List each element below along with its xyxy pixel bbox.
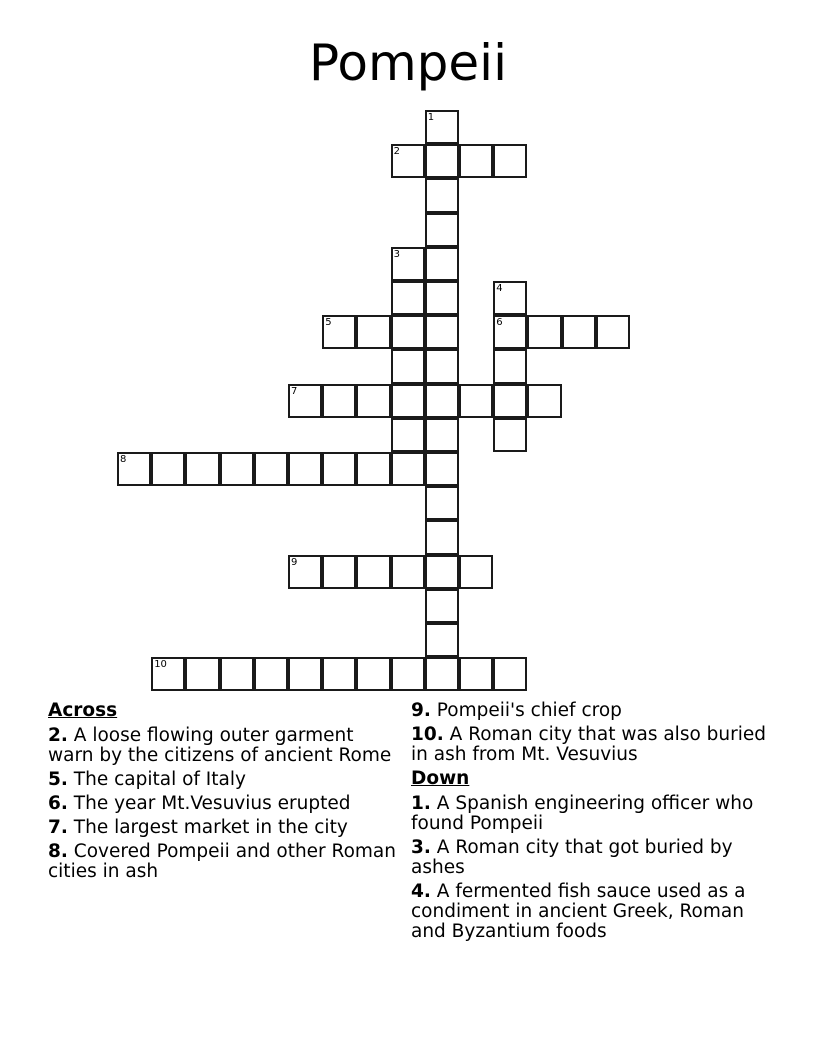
clue-across-9: 9. Pompeii's chief crop xyxy=(411,700,622,721)
clue-across-6: 6. The year Mt.Vesuvius erupted xyxy=(48,793,351,814)
grid-cell[interactable] xyxy=(356,315,390,349)
grid-cell[interactable] xyxy=(322,315,356,349)
grid-cell[interactable] xyxy=(391,247,425,281)
grid-cell[interactable] xyxy=(425,486,459,520)
clue-number: 1 xyxy=(427,112,435,123)
grid-cell[interactable] xyxy=(185,657,219,691)
grid-cell[interactable] xyxy=(425,144,459,178)
grid-cell[interactable] xyxy=(185,452,219,486)
clues-right-column xyxy=(411,701,781,946)
clue-across-7: 7. The largest market in the city xyxy=(48,817,348,838)
grid-cell[interactable] xyxy=(288,384,322,418)
grid-cell[interactable] xyxy=(288,657,322,691)
grid-cell[interactable] xyxy=(425,384,459,418)
grid-cell[interactable] xyxy=(356,452,390,486)
grid-cell[interactable] xyxy=(527,384,561,418)
grid-cell[interactable] xyxy=(493,349,527,383)
puzzle-title: Pompeii xyxy=(309,34,507,92)
grid-cell[interactable] xyxy=(356,657,390,691)
grid-cell[interactable] xyxy=(425,247,459,281)
grid-cell[interactable] xyxy=(391,452,425,486)
grid-cell[interactable] xyxy=(322,452,356,486)
grid-cell[interactable] xyxy=(459,384,493,418)
grid-cell[interactable] xyxy=(493,384,527,418)
grid-cell[interactable] xyxy=(391,349,425,383)
clue-across-2: 2. A loose flowing outer garment warn by the citizens of ancient Rome xyxy=(48,725,392,766)
grid-cell[interactable] xyxy=(459,144,493,178)
grid-cell[interactable] xyxy=(425,110,459,144)
clue-number: 10 xyxy=(154,659,167,671)
clue-number: 2 xyxy=(393,146,400,158)
grid-cell[interactable] xyxy=(288,452,322,486)
grid-cell[interactable] xyxy=(220,452,254,486)
grid-cell[interactable] xyxy=(151,452,185,486)
clue-number: 6 xyxy=(496,317,503,329)
grid-cell[interactable] xyxy=(596,315,630,349)
grid-cell[interactable] xyxy=(322,384,356,418)
clue-down-3: 3. A Roman city that got buried by ashes xyxy=(411,837,733,878)
grid-cell[interactable] xyxy=(425,657,459,691)
clue-number: 9 xyxy=(291,556,298,568)
grid-cell[interactable] xyxy=(493,144,527,178)
grid-cell[interactable] xyxy=(288,555,322,589)
grid-cell[interactable] xyxy=(322,555,356,589)
clue-number: 5 xyxy=(325,317,332,329)
grid-cell[interactable] xyxy=(459,555,493,589)
clue-down-4: 4. A fermented fish sauce used as a condiment in ancient Greek, Roman and Byzantium foods xyxy=(411,881,746,942)
grid-cell[interactable] xyxy=(391,144,425,178)
clue-across-5: 5. The capital of Italy xyxy=(48,769,246,790)
clue-across-8: 8. Covered Pompeii and other Roman cities in ash xyxy=(48,841,396,882)
grid-cell[interactable] xyxy=(391,384,425,418)
grid-cell[interactable] xyxy=(391,555,425,589)
grid-cell[interactable] xyxy=(391,281,425,315)
clue-number: 4 xyxy=(496,283,503,294)
grid-cell[interactable] xyxy=(356,384,390,418)
grid-cell[interactable] xyxy=(322,657,356,691)
clue-number: 8 xyxy=(120,454,127,465)
grid-cell[interactable] xyxy=(220,657,254,691)
grid-cell[interactable] xyxy=(425,418,459,452)
grid-cell[interactable] xyxy=(527,315,561,349)
grid-cell[interactable] xyxy=(459,657,493,691)
grid-cell[interactable] xyxy=(425,281,459,315)
clue-across-10: 10. A Roman city that was also buried in ash from Mt. Vesuvius xyxy=(411,724,766,765)
grid-cell[interactable] xyxy=(117,452,151,486)
clue-number: 3 xyxy=(393,248,400,260)
grid-cell[interactable] xyxy=(425,623,459,657)
clues-left-column xyxy=(48,701,398,886)
grid-cell[interactable] xyxy=(493,281,527,315)
grid-cell[interactable] xyxy=(425,349,459,383)
grid-cell[interactable] xyxy=(425,178,459,212)
grid-cell[interactable] xyxy=(425,589,459,623)
clue-number: 7 xyxy=(291,385,298,397)
grid-cell[interactable] xyxy=(425,520,459,554)
grid-cell[interactable] xyxy=(391,315,425,349)
grid-cell[interactable] xyxy=(391,657,425,691)
grid-cell[interactable] xyxy=(151,657,185,691)
grid-cell[interactable] xyxy=(254,452,288,486)
grid-cell[interactable] xyxy=(254,657,288,691)
down-heading: Down xyxy=(411,768,470,789)
grid-cell[interactable] xyxy=(425,213,459,247)
grid-cell[interactable] xyxy=(391,418,425,452)
grid-cell[interactable] xyxy=(425,315,459,349)
clue-down-1: 1. A Spanish engineering officer who found Pompeii xyxy=(411,793,754,834)
across-heading: Across xyxy=(48,700,118,721)
grid-cell[interactable] xyxy=(493,315,527,349)
grid-cell[interactable] xyxy=(356,555,390,589)
grid-cell[interactable] xyxy=(493,657,527,691)
grid-cell[interactable] xyxy=(493,418,527,452)
grid-cell[interactable] xyxy=(425,555,459,589)
grid-cell[interactable] xyxy=(425,452,459,486)
grid-cell[interactable] xyxy=(562,315,596,349)
